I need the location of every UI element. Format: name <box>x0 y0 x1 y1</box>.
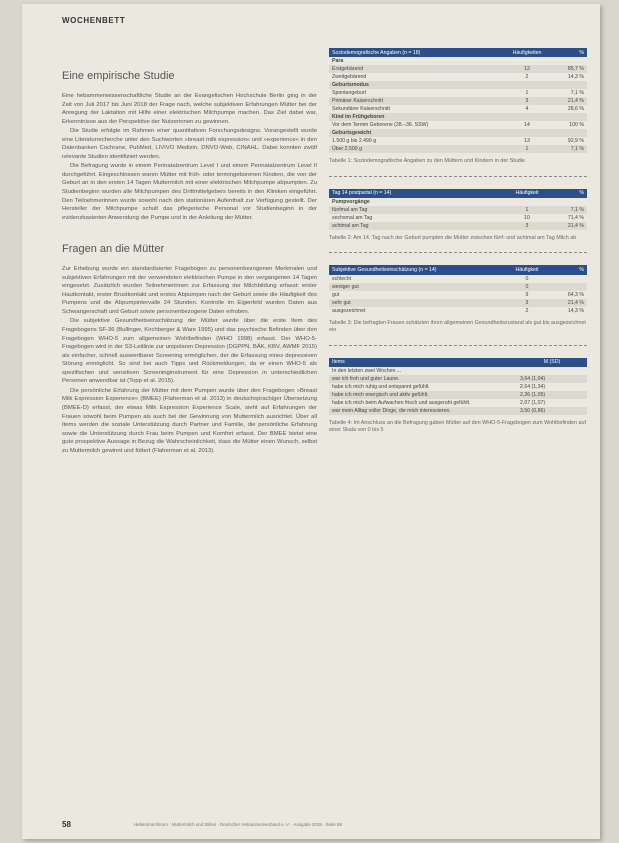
table-cell: fünfmal am Tag <box>329 206 507 214</box>
table-row <box>329 81 587 89</box>
table-cell <box>547 275 587 283</box>
table-cell: 100 % <box>569 122 584 129</box>
table-row <box>329 129 587 137</box>
table-cell: Spontangeburt <box>332 90 367 97</box>
table-cell: 10 <box>524 214 530 221</box>
table-cell <box>507 198 547 206</box>
paragraph: Die subjektive Gesundheitseinschätzung der Mütter wurde über die erste Item des Fragebogens SF-36 (Bullinger, Kirchberger & Ware 1995) und das psychische Befinden über den Fragebogen WHO-5 zum allgemeinen Wohlbefinden (WHO 1998) erfasst. Der WHO-5-Fragebogen wird in der S3-Leitlinie zur unipolaren Depression (DGPPN, BÄK, KBV, AWMF 2015) als einfacher, schnell auswertbarer Screening ermöglichen, der die Erfassung eines depressiven Störung ermöglicht. So sind bei auch Tipps und Rückmeldungen, da er einen WHO-5 als spezifischen und sensitiven Screeninginstrument für eine Depression in unterschiedlichen Personen anwendbar ist (Topp et al. 2015). <box>62 318 317 385</box>
table-cell: gut <box>332 291 340 298</box>
table-cell <box>547 113 587 121</box>
table-header-cell: Häufigkeit <box>507 189 547 198</box>
table-cell: 2,36 (1,05) <box>517 391 587 399</box>
table-cell: 21,4 % <box>547 299 587 307</box>
table-row <box>329 214 587 222</box>
table-cell <box>547 57 587 65</box>
table-cell: 14,3 % <box>567 74 584 81</box>
table-cell <box>547 283 587 291</box>
page <box>22 4 600 839</box>
table-row <box>329 367 587 375</box>
paragraph: Die persönliche Erfahrung der Mütter mit dem Pumpen wurde über den Fragebogen »Breast Milk Expression Experience« (BMEE) (Flaherman et al. 2013) in deutschsprachiger Übersetzung (BMEE-D) erfasst, der etwas Milk Expression Experience Scale, sieht auf Erfahrungen der Frauen sowohl beim Pumpen als auch bei der Gewinnung von Muttermilch ausrichtet. Über all Items werden die soziale Unterstützung durch Partner und Familie, die persönliche Erfahrung sowie die Unterstützung durch Frau beim Pumpen und Komfort erfasst. Der BMEE bietet eine gute prospektive Aussage in Bezug die Wahrscheinlichkeit, dass die Mütter einen Wunsch, selbst zu Muttermilch gewinnt und füttert (Flaherman et al. 2013). <box>62 387 317 454</box>
table-cell: 13 <box>524 138 530 145</box>
table-cell: 1.500 g bis 2.499 g <box>332 138 377 145</box>
table-header-cell: Soziodemografische Angaben (n = 18) <box>329 48 507 57</box>
table-pumping-day14 <box>329 189 587 230</box>
table-cell: 7,1 % <box>547 145 587 153</box>
footer-text: Hebammenforum · Muttermilch und Stillen · Deutscher Hebammenverband e. V. · Ausgabe 2019 · Seite 58 <box>134 822 342 827</box>
table-cell: sehr gut <box>329 299 507 307</box>
table-cell: 21,4 % <box>547 97 587 105</box>
running-head: WOCHENBETT <box>62 16 126 25</box>
table-cell: 3 <box>507 299 547 307</box>
table-row <box>329 222 587 230</box>
table-cell: 2 <box>525 307 529 314</box>
paragraph: Zur Erhebung wurde ein standardisierter Fragebogen zu personenbezogenen Merkmalen und subjektiven Erfahrungen mit der verwendeten elektrischen Pumpe in den vergangenen 14 Tagen eingesetzt. Zusätzlich wurden Teilnehmerinnen zur Erfassung der Milchbildung erfasst: erster Hautkontakt, erster Brustkontakt und erstes Abpumpen nach der Geburt sowie die Häufigkeit des Pumpens und die Abpumpintervalle 24 Stunden. Kontrolle im Eigenfeld wurden Daten aus Schwangerschaft und Geburt sowie personenbezogene Daten erhoben. <box>62 266 317 315</box>
table-cell: sechsmal am Tag <box>332 214 373 221</box>
table-row <box>329 391 587 399</box>
table-cell: Geburtsmodus <box>329 81 507 89</box>
table-row <box>329 383 587 391</box>
table-cell: 1 <box>525 90 529 97</box>
table-cell: 85,7 % <box>547 65 587 73</box>
table-cell: Kind im Frühgeboren <box>329 113 507 121</box>
table-cell <box>547 129 587 137</box>
divider <box>329 176 587 177</box>
table-cell: 3 <box>507 97 547 105</box>
table-cell <box>507 129 547 137</box>
table-cell: 12 <box>507 65 547 73</box>
table-row <box>329 137 587 145</box>
table-header-cell: Häufigkeit <box>507 265 547 274</box>
table-cell: 1 <box>507 206 547 214</box>
table-cell: In den letzten zwei Wochen ... <box>332 367 402 374</box>
table-row <box>329 399 587 407</box>
table-cell <box>507 81 547 89</box>
table-row <box>329 307 587 315</box>
table-row <box>329 89 587 97</box>
table-caption: Tabelle 1: Soziodemografische Angaben zu den Müttern und Kindern in der Studie <box>329 158 525 165</box>
table-cell: Erstgebärend <box>329 65 507 73</box>
table-cell: weniger gut <box>329 283 507 291</box>
table-cell: Geburtsgewicht <box>329 129 507 137</box>
table-cell: 2,64 (1,34) <box>520 383 546 390</box>
table-header-cell: % <box>547 48 587 57</box>
table-cell <box>517 367 587 375</box>
table-cell: habe ich mich beim Aufwachen frisch und ausgeruht gefühlt. <box>332 399 471 406</box>
table-row <box>329 299 587 307</box>
table-row <box>329 206 587 214</box>
table-row <box>329 375 587 383</box>
paragraph: Eine hebammenwissenschaftliche Studie an der Evangelischen Hochschule Berlin ging in der Zeit von Juli 2017 bis Juni 2018 der Frage nach, welche subjektiven Erfahrungen Mütter bei der Anregung der Laktation mit Hilfe einer elektrischen Milchpumpe machen. Das Ziel dabei war, Erkenntnisse aus der Perspektive der Nutzerinnen zu gewinnen. <box>62 93 317 125</box>
paragraph: Die Studie erfolgte im Rahmen einer quantitativen Forschungsdesigns. Vorangestellt wurde eine Literaturrecherche unter den Suchworten »breast milk expression« und »experience« in den Datenbanken Cochrane, PubMed, LIVIVO Medizin, DNVO-Web, CINAHL. Dabei konnten zwölf relevante Studien identifiziert werden. <box>62 128 317 160</box>
table-cell: schlecht <box>332 275 352 282</box>
table-row <box>329 65 587 73</box>
table-cell: Vor dem Termin Geborene (28.–36. SSW) <box>332 122 429 129</box>
table-row <box>329 113 587 121</box>
table-sociodemographic <box>329 48 587 153</box>
table-header-cell: Subjektive Gesundheitseinschätzung (n = 14) <box>329 265 507 274</box>
table-cell: 14 <box>524 122 530 129</box>
table-cell: 7,1 % <box>547 206 587 214</box>
table-health-assessment <box>329 265 587 314</box>
table-cell: war ich froh und guter Laune. <box>329 375 517 383</box>
table-cell: 14,3 % <box>567 307 584 314</box>
table-cell: achtmal am Tag <box>329 222 507 230</box>
table-cell: 9 <box>525 291 529 298</box>
table-row <box>329 283 587 291</box>
table-header-cell: Häufigkeiten <box>507 48 547 57</box>
table-cell: war mein Alltag voller Dinge, die mich interessieren. <box>329 407 517 415</box>
table-cell: habe ich mich energisch und aktiv gefühlt. <box>329 391 517 399</box>
table-cell: 7,1 % <box>570 90 584 97</box>
table-cell: Sekundärer Kaiserschnitt <box>332 106 390 113</box>
table-cell: 1 <box>507 145 547 153</box>
table-cell: 2 <box>525 74 529 81</box>
table-header-cell: % <box>547 189 587 198</box>
table-row <box>329 407 587 415</box>
table-cell: Zweitgebärend <box>332 74 367 81</box>
table-cell: 3,64 (1,04) <box>517 375 587 383</box>
table-row <box>329 291 587 299</box>
table-cell: 71,4 % <box>567 214 584 221</box>
table-caption: Tabelle 3: Die befragten Frauen schätzten ihren allgemeinen Gesundheitszustand als gut bis ausgezeichnet ein <box>329 319 586 334</box>
table-cell: habe ich mich ruhig und entspannt gefühlt. <box>332 383 430 390</box>
section-title: Fragen an die Mütter <box>62 243 165 256</box>
table-caption: Tabelle 4: Im Anschluss an die Befragung gaben Mütter auf den WHO-5-Fragebogen zum Wohlbefinden auf einer Skala von 0 bis 5 <box>329 419 587 434</box>
table-row <box>329 121 587 129</box>
divider <box>329 252 587 253</box>
table-cell: ausgezeichnet <box>332 307 366 314</box>
table-header-cell: Items <box>329 358 517 367</box>
table-row <box>329 73 587 81</box>
table-cell: Pumpvorgänge <box>332 198 370 205</box>
table-cell: 3,50 (0,86) <box>517 407 587 415</box>
table-header-cell: M (SD) <box>517 358 587 367</box>
table-cell: Para <box>332 58 344 65</box>
paragraph: Die Befragung wurde in einem Perinatalzentrum Level I und einem Perinatalzentrum Level II durchgeführt. Eingeschlossen waren Mütter mit früh- oder termingeborenen Kindern, die von der Geburt an in den ersten 14 Tagen Muttermilch mit einer elektrischen Milchpumpe abpumpten. Zu Studienbeginn wurden alle Milchpumpen des Drittmittelgebers bereits in den Kliniken eingeführt. Den Teilnehmerinnen wurde sowohl nach den stationären Aufenthalt zur Verfügung gestellt. Der Hersteller der Milchpumpe schult das pflegerische Personal vor Studienbeginn in der evidenzbasierten Anwendung der Pumpe und in der Anleitung der Mütter. <box>62 163 317 221</box>
table-cell <box>547 81 587 89</box>
table-cell: 64,3 % <box>567 291 584 298</box>
table-who5 <box>329 358 587 415</box>
table-row <box>329 97 587 105</box>
table-row <box>329 275 587 283</box>
table-cell <box>507 57 547 65</box>
table-header-cell: % <box>547 265 587 274</box>
table-row <box>329 198 587 206</box>
table-row <box>329 57 587 65</box>
table-cell <box>547 198 587 206</box>
table-cell: Primärer Kaiserschnitt <box>329 97 507 105</box>
table-row <box>329 105 587 113</box>
table-cell <box>507 113 547 121</box>
table-cell: 4 <box>525 106 529 113</box>
right-column <box>329 48 587 435</box>
section-title: Eine empirische Studie <box>62 70 175 82</box>
table-caption: Tabelle 2: Am 14. Tag nach der Geburt pumpten die Mütter zwischen fünf- und achtmal am Tag Milch ab <box>329 234 577 241</box>
table-cell: 2,07 (1,07) <box>520 399 546 406</box>
table-cell: 21,4 % <box>547 222 587 230</box>
table-cell: 0 <box>525 275 529 282</box>
table-cell: 28,6 % <box>567 106 584 113</box>
table-cell: Über 2.500 g <box>329 145 507 153</box>
table-row <box>329 145 587 153</box>
table-cell: 92,9 % <box>567 138 584 145</box>
table-header-cell: Tag 14 postpartal (n = 14) <box>329 189 507 198</box>
table-cell: 3 <box>507 222 547 230</box>
table-cell: 0 <box>507 283 547 291</box>
divider <box>329 345 587 346</box>
left-column <box>62 64 317 456</box>
page-number: 58 <box>62 820 71 829</box>
